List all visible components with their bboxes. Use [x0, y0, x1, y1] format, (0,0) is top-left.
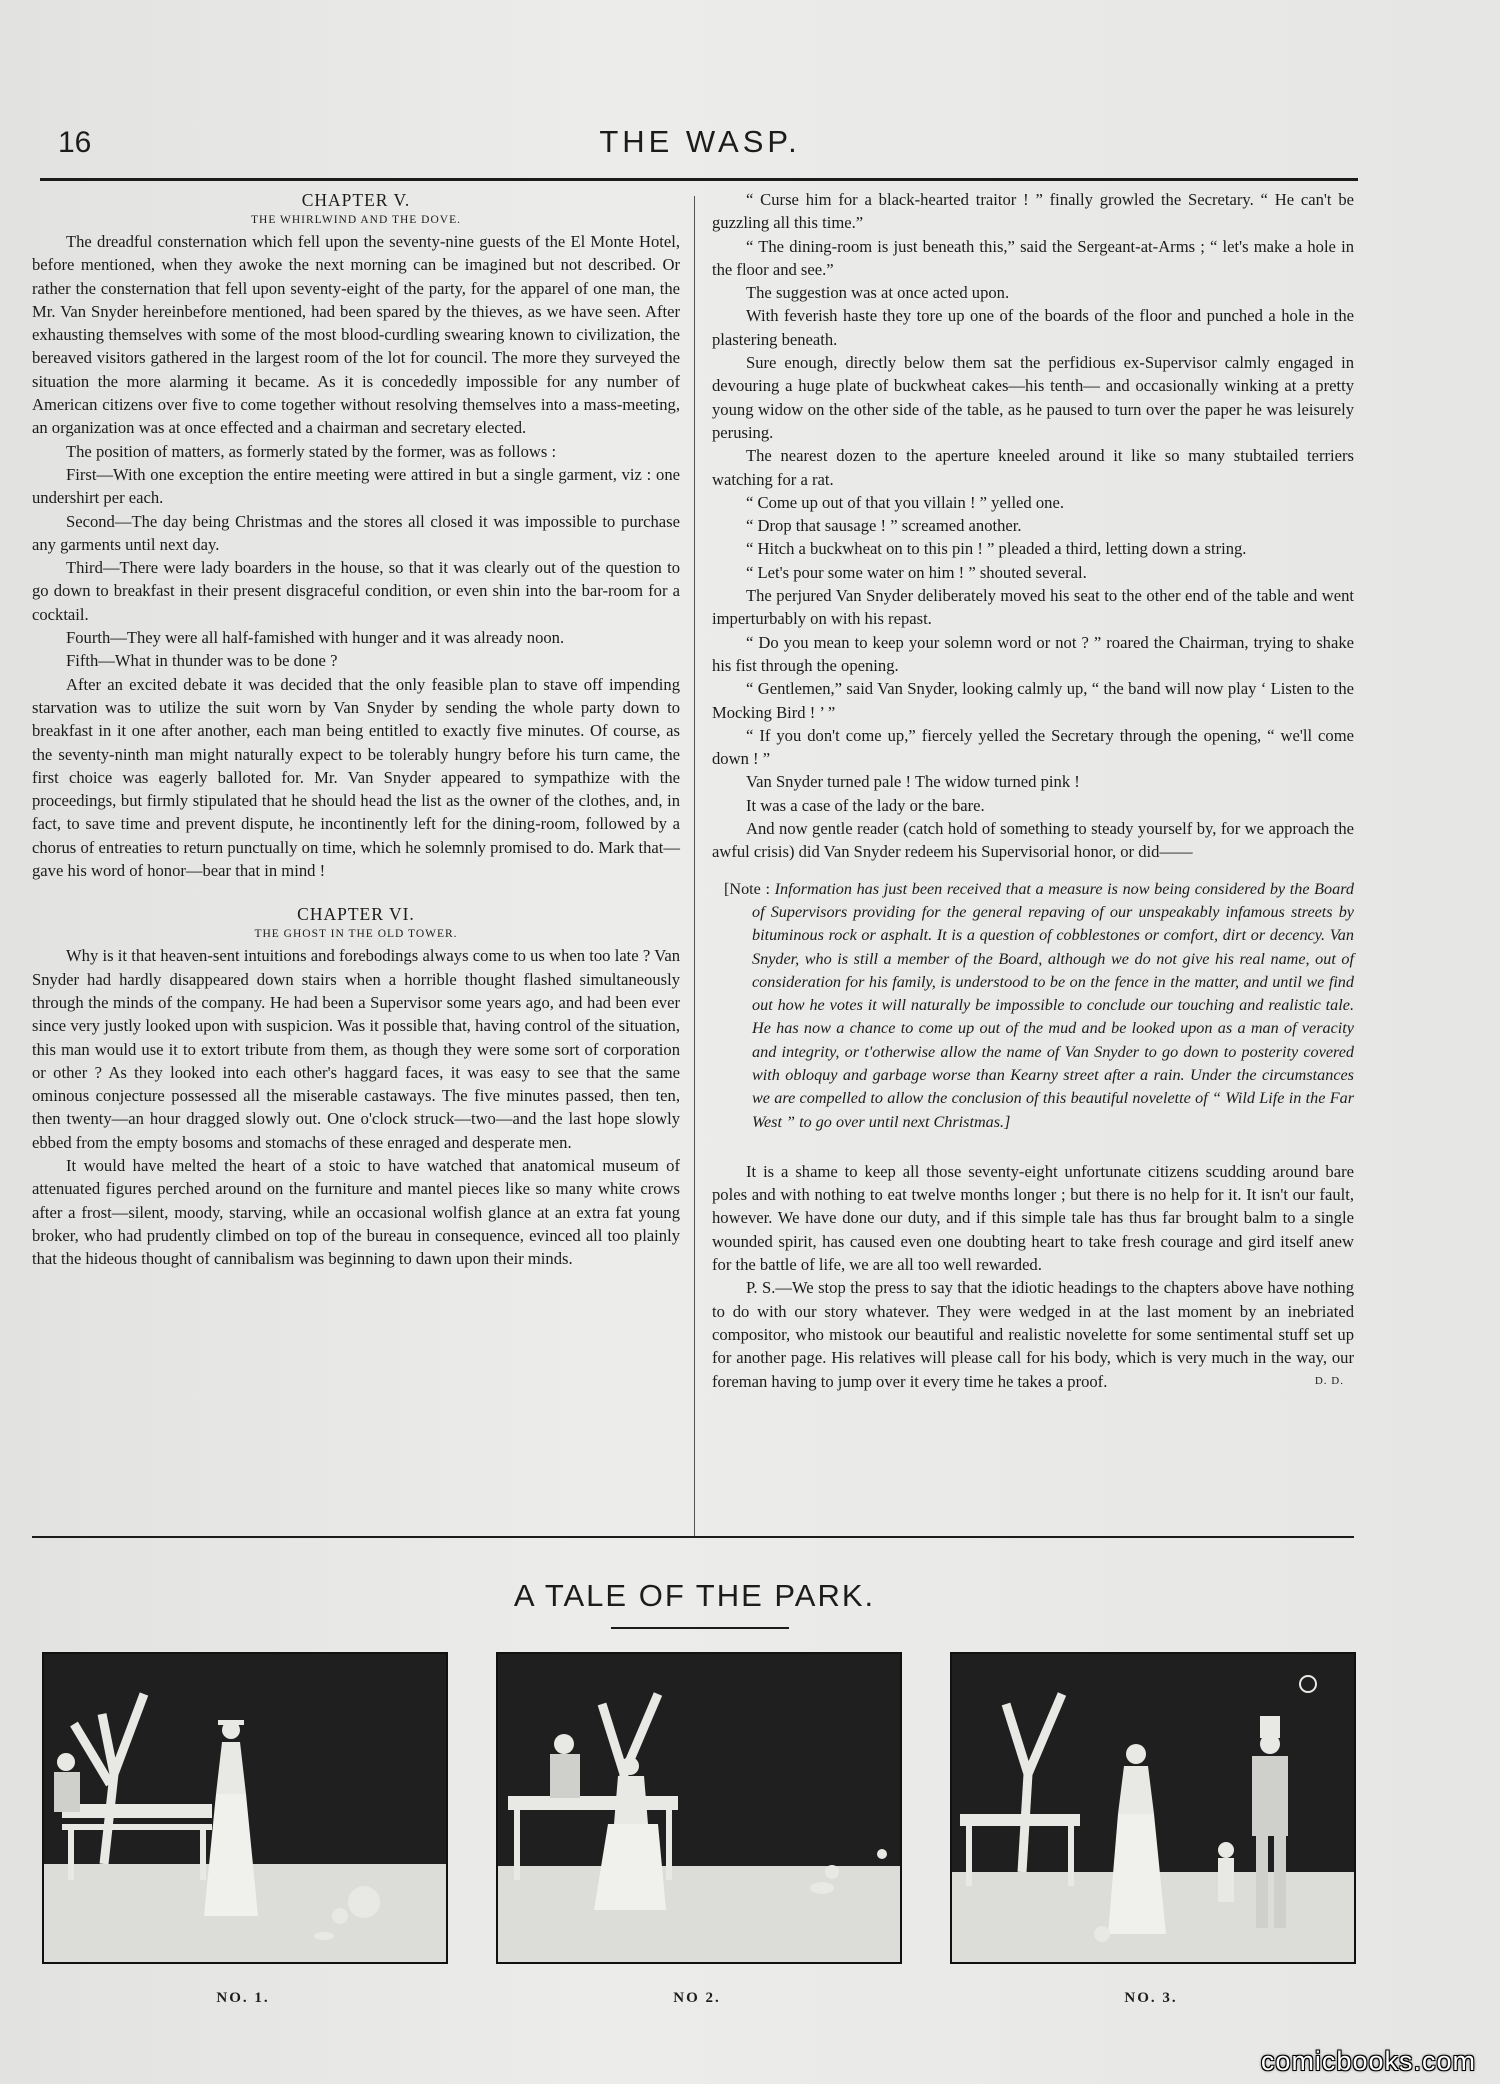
comic-panel-2 [496, 1652, 902, 1964]
paragraph: Fifth—What in thunder was to be done ? [66, 651, 338, 671]
note-label: [Note : [724, 879, 770, 898]
paragraph: The perjured Van Snyder deliberately moved his seat to the other end of the table and went imperturbably on with his repast. [712, 586, 1354, 629]
paragraph: The nearest dozen to the aperture kneeled around it like so many stubtailed terriers watching for a rat. [712, 446, 1354, 489]
section-rule [32, 1536, 1354, 1538]
comic-title: A TALE OF THE PARK. [513, 1578, 876, 1613]
paragraph: It would have melted the heart of a stoic to have watched that anatomical museum of attenuated figures perched around on the furniture and mantel pieces like so many white crows after a frost—silent, moody, starving, while an occasional wolfish glance at an extra fat young broker, who had prudently climbed on top of the bureau in consequence, evinced all too plainly that the hideous thought of cannibalism was beginning to dawn upon their minds. [32, 1155, 680, 1269]
left-column [32, 188, 680, 1270]
paragraph: With feverish haste they tore up one of the boards of the floor and punched a hole in the plastering beneath. [712, 306, 1354, 349]
site-watermark: comicbooks.com [1260, 2046, 1476, 2076]
panel-1-illustration [44, 1654, 446, 1962]
editor-note [712, 878, 1354, 1134]
chapter-5-subtitle: THE WHIRLWIND AND THE DOVE. [250, 214, 461, 226]
chapter-6-title: CHAPTER VI. [297, 904, 415, 925]
paragraph: The position of matters, as formerly stated by the former, was as follows : [66, 441, 557, 461]
paragraph: Fourth—They were all half-famished with hunger and it was already noon. [66, 628, 565, 648]
paragraph: “ Let's pour some water on him ! ” shouted several. [746, 562, 1087, 582]
paragraph: The dreadful consternation which fell upon the seventy-nine guests of the El Monte Hotel, before mentioned, when they awoke the next morning can be imagined but not described. Or rather the consternation that fell upon seventy-eight of the party, for the apparel of one man, the Mr. Van Snyder hereinbefore mentioned, had been spared by the thieves, as we have seen. After exhausting themselves with some of the most blood-curdling swearing known to civilization, the bereaved visitors gathered in the largest room of the lot for council. The more they surveyed the situation the more alarming it became. As it is concededly impossible for any number of American citizens over five to come together without resolving themselves into a mass-meeting, an organization was at once effected and a chairman and secretary elected. [32, 232, 680, 438]
paragraph: And now gentle reader (catch hold of something to steady yourself by, for we approach the awful crisis) did Van Snyder redeem his Supervisorial honor, or did—— [712, 819, 1354, 862]
paragraph: It is a shame to keep all those seventy-eight unfortunate citizens scudding around bare poles and with nothing to eat twelve months longer ; but there is no help for it. It isn't our fault, however. We have done our duty, and if this simple tale has thus far brought balm to a single wounded spirit, has caused even one doubting heart to take fresh courage and gird itself anew for the battle of life, we are all too well rewarded. [712, 1161, 1354, 1275]
paragraph: It was a case of the lady or the bare. [746, 795, 985, 815]
comic-title-rule [611, 1627, 789, 1629]
right-column [712, 188, 1354, 1393]
paragraph: Van Snyder turned pale ! The widow turned pink ! [746, 772, 1080, 792]
paragraph [712, 1276, 1354, 1392]
paragraph: “ Gentlemen,” said Van Snyder, looking calmly up, “ the band will now play ‘ Listen to the Mocking Bird ! ’ ” [712, 679, 1354, 722]
paragraph: The suggestion was at once acted upon. [746, 283, 1010, 303]
author-signature: D. D. [1314, 1374, 1344, 1387]
spacer [32, 882, 680, 902]
paragraph: “ Curse him for a black-hearted traitor ! ” finally growled the Secretary. “ He can't be guzzling all this time.” [712, 190, 1354, 233]
chapter-6-subtitle: THE GHOST IN THE OLD TOWER. [254, 928, 458, 941]
paragraph: Why is it that heaven-sent intuitions and forebodings always come to us when too late ? Van Snyder had hardly disappeared down stairs when a horrible thought flashed simultaneously through the minds of the company. He had been a Supervisor some years ago, and had been ever since very justly looked upon with suspicion. Was it possible that, having control of the situation, this man would use it to extort tribute from them, as though they were some sort of corporation or other ? As they looked into each other's haggard faces, it was easy to see that the same ominous conjecture possessed all the miserable castaways. The five minutes passed, then ten, then twenty—an hour dragged slowly out. One o'clock struck—two—and the last hope slowly ebbed from the empty bosoms and stomachs of these enraged and desperate men. [32, 946, 680, 1152]
paragraph: “ The dining-room is just beneath this,” said the Sergeant-at-Arms ; “ let's make a hole in the floor and see.” [712, 236, 1354, 279]
panel-3-illustration [952, 1654, 1354, 1962]
panel-3-caption: NO. 3. [1124, 1990, 1178, 2006]
paragraph: First—With one exception the entire meeting were attired in but a single garment, viz : one undershirt per each. [32, 464, 680, 508]
paragraph: Second—The day being Christmas and the stores all closed it was impossible to purchase any garments until next day. [32, 511, 680, 554]
paragraph: “ Drop that sausage ! ” screamed another. [746, 516, 1022, 536]
header-rule [40, 178, 1358, 181]
panel-2-illustration [498, 1654, 900, 1962]
paragraph: After an excited debate it was decided that the only feasible plan to stave off impending starvation was to utilize the suit worn by Van Snyder by sending the whole party down to breakfast in it one after another, each man being entitled to exactly five minutes. Of course, as the seventy-ninth man might naturally expect to be tolerably hungry before his turn came, the first choice was eagerly balloted for. Mr. Van Snyder appeared to sympathize with the proceedings, but firmly stipulated that he should head the list as the owner of the clothes, and, in fact, to save time and prevent dispute, he incontinently left for the dining-room, followed by a chorus of entreaties to return punctually on time, which he solemnly promised to do. Mark that— gave his word of honor—bear that in mind ! [32, 674, 680, 881]
panel-2-caption: NO 2. [673, 1990, 721, 2006]
paragraph: “ Do you mean to keep your solemn word or not ? ” roared the Chairman, trying to shake his fist through the opening. [712, 632, 1354, 675]
paragraph: Sure enough, directly below them sat the perfidious ex-Supervisor calmly engaged in devouring a huge plate of buckwheat cakes—his tenth— and occasionally winking at a pretty young widow on the other side of the table, as he paused to turn over the paper he was leisurely perusing. [712, 353, 1354, 442]
chapter-5-title: CHAPTER V. [301, 190, 411, 210]
comic-panel-3 [950, 1652, 1356, 1964]
paragraph: “ If you don't come up,” fiercely yelled the Secretary through the opening, “ we'll come down ! ” [712, 725, 1354, 769]
note-body: Information has just been received that a measure is now being considered by the Board of Supervisors providing for the general repaving of our unspeakably infamous streets by bituminous rock or asphalt. It is a question of cobblestones or comfort, dirt or decency. Van Snyder, who is still a member of the Board, although we do not give his real name, out of consideration for his family, is understood to be on the fence in the matter, and until we find out how he votes it will naturally be impossible to conclude our touching and realistic tale. He has now a chance to come up out of the mud and be looked upon as a man of veracity and integrity, or t'otherwise allow the name of Van Snyder to go down to posterity covered with obloquy and garbage worse than Kearny street after a rain. Under the circumstances we are compelled to allow the conclusion of this beautiful novelette of “ Wild Life in the Far West ” to go over until next Christmas.] [752, 879, 1355, 1131]
paragraph: “ Hitch a buckwheat on to this pin ! ” pleaded a third, letting down a string. [746, 539, 1247, 559]
comic-panel-1 [42, 1652, 448, 1964]
postscript-text: P. S.—We stop the press to say that the idiotic headings to the chapters above have nothing to do with our story whatever. They were wedged in at the last moment by an inebriated compositor, who mistook our beautiful and realistic novelette for some sentimental stuff set up for another page. His relatives will please call for his body, which is very much in the way, our foreman having to jump over it every time he takes a proof. [712, 1278, 1354, 1391]
column-divider [694, 196, 695, 1536]
paragraph: Third—There were lady boarders in the house, so that it was clearly out of the question to go down to breakfast in their present disgraceful condition, or even shin into the bar-room for a cocktail. [32, 558, 680, 624]
panel-1-caption: NO. 1. [216, 1990, 270, 2006]
masthead-title: THE WASP. [599, 124, 801, 159]
paragraph: “ Come up out of that you villain ! ” yelled one. [746, 492, 1064, 512]
page-number: 16 [58, 126, 92, 159]
